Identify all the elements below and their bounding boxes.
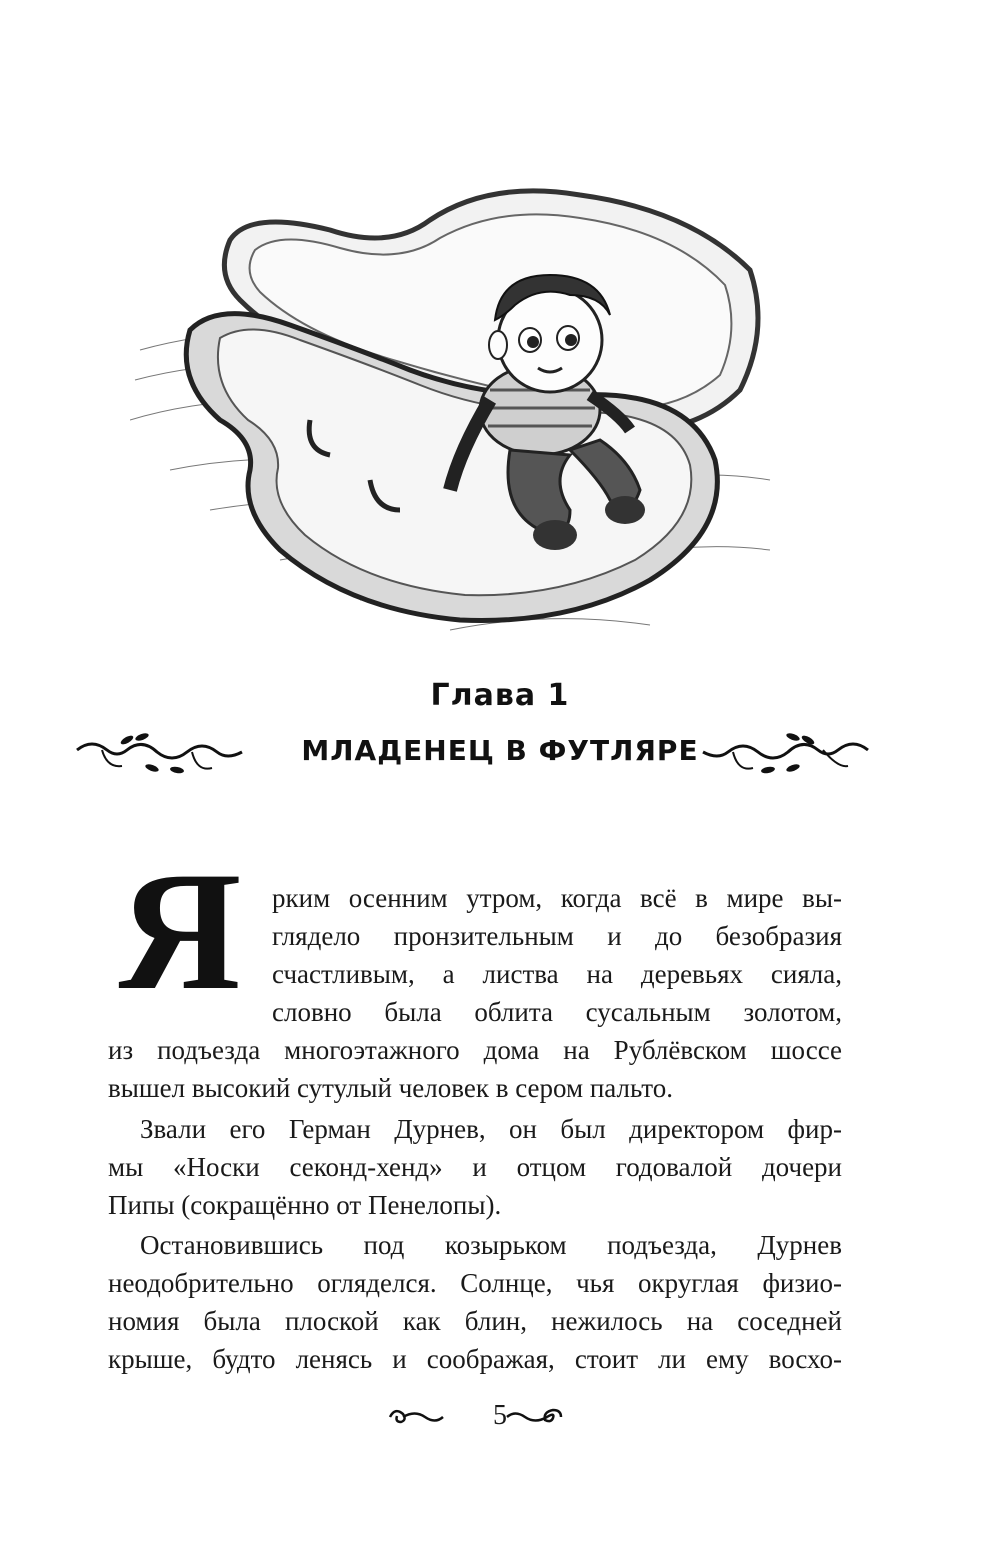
page-number: 5 <box>493 1400 507 1431</box>
body-line-11: неодобрительно огляделся. Солнце, чья округлая физио- <box>108 1268 842 1298</box>
chapter-title-row <box>0 728 1000 778</box>
body-line-3: счастливым, а листва на деревьях сияла, <box>272 959 842 989</box>
body-line-13: крыше, будто ленясь и соображая, стоит ли ему восхо- <box>108 1344 842 1374</box>
swirl-ornament-icon <box>505 1402 565 1432</box>
body-line-2: глядело пронзительным и до безобразия <box>272 921 842 951</box>
baby-in-violin-case-illustration <box>130 180 780 650</box>
body-line-8: мы «Носки секонд-хенд» и отцом годовалой дочери <box>108 1152 842 1182</box>
body-line-4: словно была облита сусальным золотом, <box>272 997 842 1027</box>
body-line-10: Остановившись под козырьком подъезда, Дурнев <box>140 1230 842 1260</box>
svg-text:Я: Я <box>118 838 242 1025</box>
chapter-illustration <box>130 180 780 650</box>
drop-cap <box>110 838 270 1028</box>
chapter-title: МЛАДЕНЕЦ В ФУТЛЯРЕ <box>301 734 699 767</box>
floral-ornament-icon <box>698 728 873 778</box>
body-line-12: номия была плоской как блин, нежилось на соседней <box>108 1306 842 1336</box>
body-line-1: рким осенним утром, когда всё в мире вы- <box>272 883 842 913</box>
chapter-number: Глава 1 <box>430 678 570 713</box>
body-line-5: из подъезда многоэтажного дома на Рублёвском шоссе <box>108 1035 842 1065</box>
body-line-6: вышел высокий сутулый человек в сером пальто. <box>108 1073 673 1103</box>
page-footer <box>0 1398 1000 1438</box>
body-line-9: Пипы (сокращённо от Пенелопы). <box>108 1190 502 1220</box>
body-line-7: Звали его Герман Дурнев, он был директором фир- <box>140 1114 842 1144</box>
